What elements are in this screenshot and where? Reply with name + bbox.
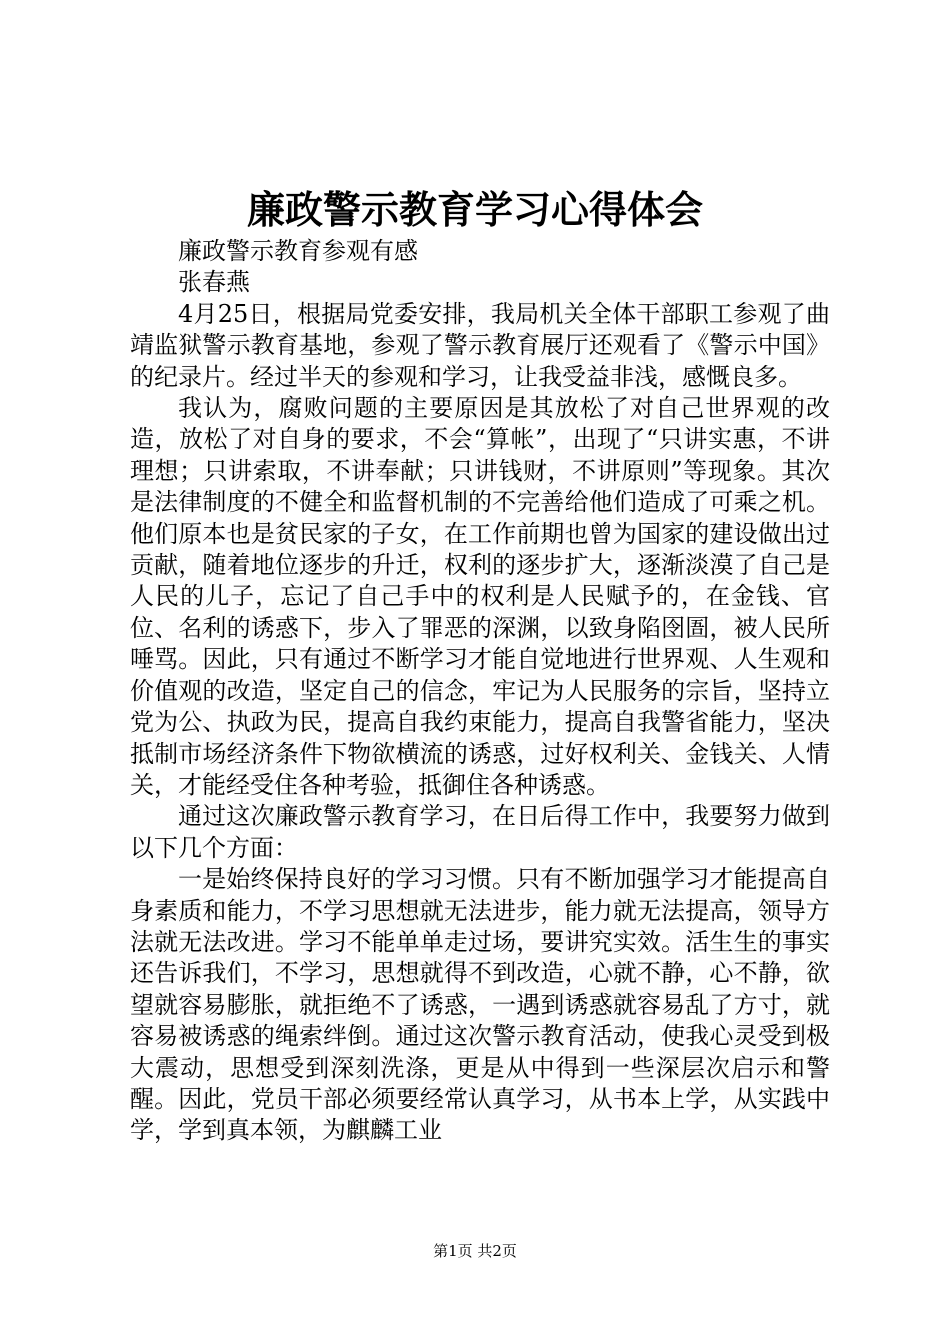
subtitle: 廉政警示教育参观有感 <box>178 237 418 265</box>
paragraph-4: 一是始终保持良好的学习习惯。只有不断加强学习才能提高自身素质和能力，不学习思想就无法进步，能力就无法提高，领导方法就无法改进。学习不能单单走过场，要讲究实效。活生生的事实还告诉我们，不学习，思想就得不到改造，心就不静，心不静，欲望就容易膨胀，就拒绝不了诱惑，一遇到诱惑就容易乱了方寸，就容易被诱惑的绳索绊倒。通过这次警示教育活动，使我心灵受到极大震动，思想受到深刻洗涤，更是从中得到一些深层次启示和警醒。因此，党员干部必须要经常认真学习，从书本上学，从实践中学，学到真本领，为麒麟工业 <box>130 865 830 1145</box>
page-title: 廉政警示教育学习心得体会 <box>246 187 703 232</box>
document-body <box>130 236 830 1147</box>
paragraph-2: 我认为，腐败问题的主要原因是其放松了对自己世界观的改造，放松了对自身的要求，不会“算帐”，出现了“只讲实惠，不讲理想；只讲索取，不讲奉献；只讲钱财，不讲原则”等现象。其次是法律制度的不健全和监督机制的不完善给他们造成了可乘之机。他们原本也是贫民家的子女，在工作前期也曾为国家的建设做出过贡献，随着地位逐步的升迁，权利的逐步扩大，逐渐淡漠了自己是人民的儿子，忘记了自己手中的权利是人民赋予的，在金钱、官位、名利的诱惑下，步入了罪恶的深渊，以致身陷囹圄，被人民所唾骂。因此，只有通过不断学习才能自觉地进行世界观、人生观和价值观的改造，坚定自己的信念，牢记为人民服务的宗旨，坚持立党为公、执政为民，提高自我约束能力，提高自我警省能力，坚决抵制市场经济条件下物欲横流的诱惑，过好权利关、金钱关、人情关，才能经受住各种考验，抵御住各种诱惑。 <box>130 394 830 799</box>
paragraph-3: 通过这次廉政警示教育学习，在日后得工作中，我要努力做到以下几个方面： <box>130 802 830 862</box>
paragraph-1: 4月25日，根据局党委安排，我局机关全体干部职工参观了曲靖监狱警示教育基地，参观了警示教育展厅还观看了《警示中国》的纪录片。经过半天的参观和学习，让我受益非浅，感慨良多。 <box>130 299 830 391</box>
page-footer: 第1页 共2页 <box>433 1242 517 1260</box>
author: 张春燕 <box>178 268 250 297</box>
